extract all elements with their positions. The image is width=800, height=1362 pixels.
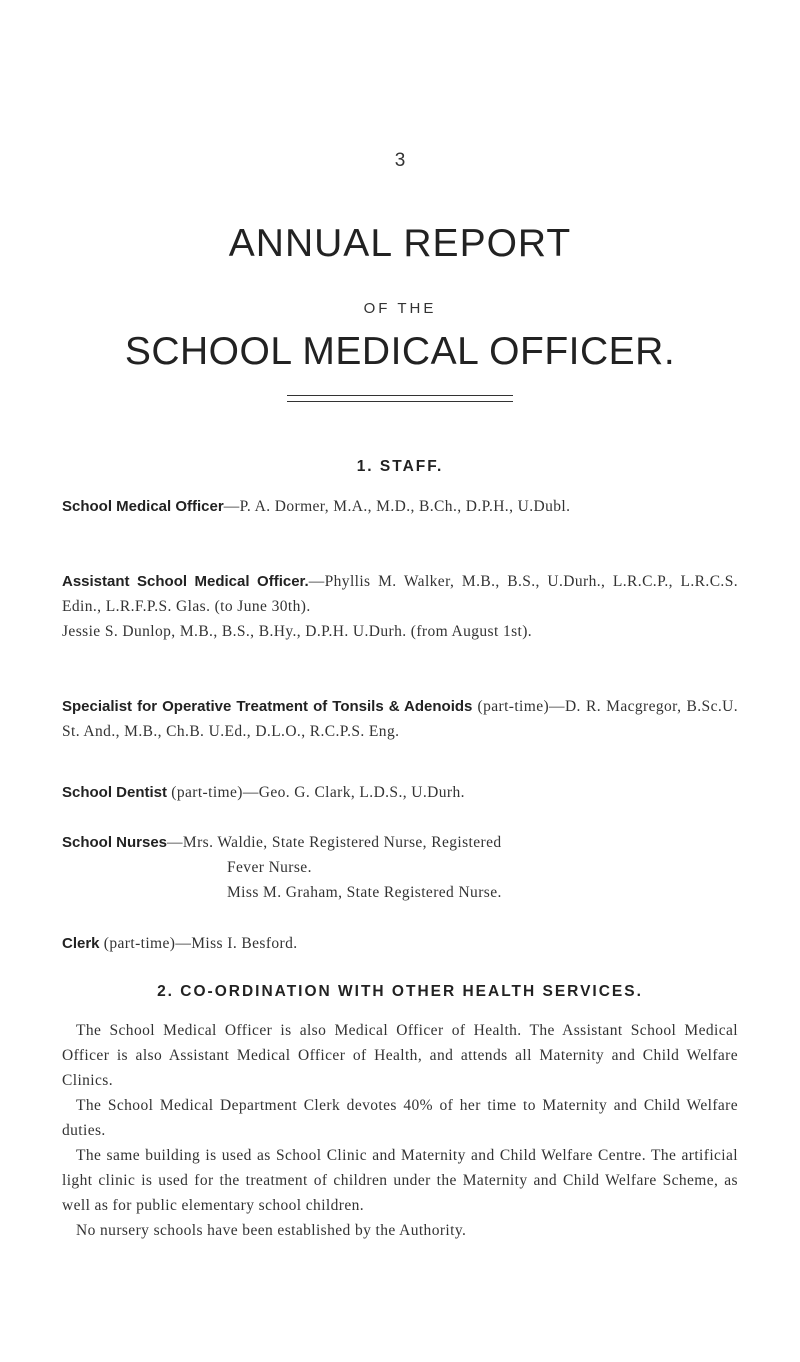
staff-list-assistant — [62, 569, 738, 644]
staff-list-dentist — [62, 780, 738, 805]
staff-role-label: School Medical Officer — [62, 498, 224, 515]
staff-entry-nurses-continuation — [227, 855, 738, 880]
report-title: ANNUAL REPORT — [228, 222, 572, 265]
page-number: 3 — [394, 150, 406, 171]
staff-list-specialist — [62, 694, 738, 744]
paragraph: The School Medical Department Clerk devotes 40% of her time to Maternity and Child Welfare duties. — [62, 1097, 738, 1139]
paragraph: The School Medical Officer is also Medical Officer of Health. The Assistant School Medical Officer is also Assistant Medical Officer of Health, and attends all Maternity and Child Welfare Clinics. — [62, 1022, 738, 1089]
staff-entry-dentist — [62, 780, 738, 805]
staff-entry-assistant-officer — [62, 569, 738, 619]
staff-details: (part-time)—Miss I. Besford. — [99, 935, 298, 952]
double-rule-divider — [287, 395, 513, 402]
staff-role-label: School Dentist — [62, 784, 168, 801]
paragraph: The same building is used as School Clinic and Maternity and Child Welfare Centre. The artificial light clinic is used for the treatment of children under the Maternity and Child Welfare Scheme, as well as for public elementary school children. — [62, 1147, 738, 1214]
staff-role-label: Assistant School Medical Officer. — [62, 573, 309, 590]
staff-details: (part-time)—Geo. G. Clark, L.D.S., U.Durh. — [167, 784, 465, 801]
staff-details: —P. A. Dormer, M.A., M.D., B.Ch., D.P.H., U.Dubl. — [223, 498, 571, 515]
staff-details: —Mrs. Waldie, State Registered Nurse, Registered — [167, 834, 502, 851]
staff-entry-assistant-officer-second — [62, 619, 738, 644]
staff-details: —Phyllis M. Walker, M.B., B.S., U.Durh., L.R.C.P., L.R.C.S. Edin., L.R.F.P.S. Glas. (to June 30th). — [62, 573, 738, 615]
section-heading-coordination: 2. CO-ORDINATION WITH OTHER HEALTH SERVICES. — [157, 983, 643, 1000]
staff-entry-school-medical-officer — [62, 494, 738, 519]
staff-entry-clerk — [62, 931, 738, 956]
staff-details: Jessie S. Dunlop, M.B., B.S., B.Hy., D.P.H. U.Durh. (from August 1st). — [62, 623, 533, 640]
coordination-text — [62, 1018, 738, 1243]
staff-details: Miss M. Graham, State Registered Nurse. — [227, 884, 502, 901]
staff-list-nurses — [62, 830, 738, 905]
report-title-connector: OF THE — [363, 300, 437, 317]
staff-role-label: Specialist for Operative Treatment of Tonsils & Adenoids — [62, 698, 473, 715]
section-heading-staff: 1. STAFF. — [356, 458, 444, 475]
staff-entry-specialist — [62, 694, 738, 744]
staff-role-label: Clerk — [62, 935, 100, 952]
staff-list-clerk — [62, 931, 738, 956]
staff-list — [62, 494, 738, 519]
staff-details: (part-time)—D. R. Macgregor, B.Sc.U. St. And., M.B., Ch.B. U.Ed., D.L.O., R.C.P.S. Eng. — [62, 698, 738, 740]
staff-entry-nurses — [62, 830, 738, 855]
paragraph: No nursery schools have been established by the Authority. — [76, 1222, 467, 1239]
report-subtitle: SCHOOL MEDICAL OFFICER. — [124, 330, 676, 373]
staff-details: Fever Nurse. — [227, 859, 312, 876]
staff-entry-nurses-second — [227, 880, 738, 905]
staff-role-label: School Nurses — [62, 834, 168, 851]
